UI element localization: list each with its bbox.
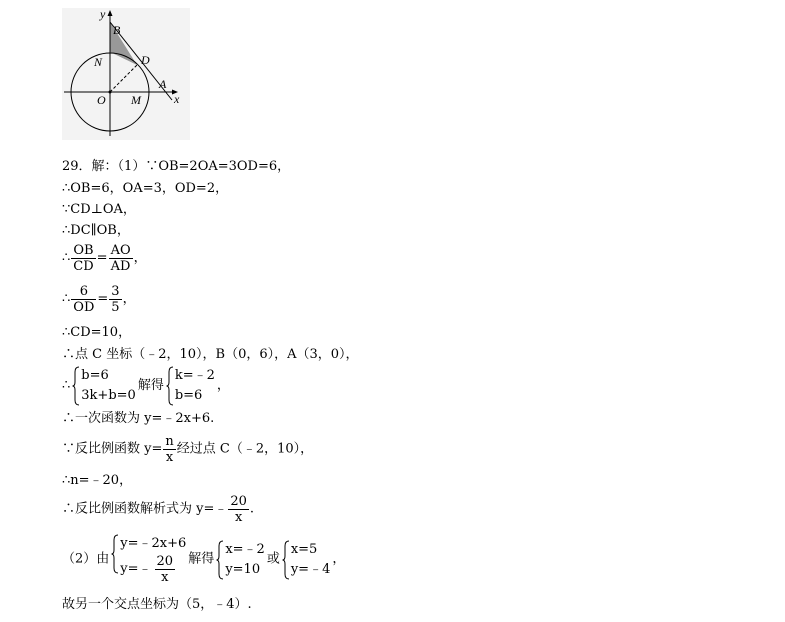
fraction-denominator: x: [234, 510, 243, 525]
line13-text-b: .: [249, 501, 255, 517]
solution-system-2a: [216, 540, 265, 580]
label-n: N: [94, 55, 103, 69]
fraction-numerator: n: [165, 434, 174, 449]
fraction-ao-ad: [109, 243, 133, 274]
line11-text-b: 经过点 C（﹣2，10），: [176, 441, 314, 457]
equation-row: b=6: [81, 368, 109, 383]
solution-system-2b: [282, 540, 331, 580]
label-m: M: [131, 93, 141, 107]
fraction-numerator: AO: [110, 243, 131, 258]
fraction-numerator: OB: [71, 243, 95, 259]
point-o: [109, 91, 112, 94]
figure-background: [62, 8, 190, 140]
fraction-n-x: [163, 434, 175, 465]
fraction-3-5: [109, 284, 121, 315]
solution-row: y=﹣4: [290, 561, 331, 577]
solution-line-13: [62, 494, 254, 525]
solution-row: x=﹣2: [225, 541, 265, 557]
fraction-numerator: 20: [156, 554, 174, 569]
solution-line-2: ∴OB=6，OA=3，OD=2，: [62, 181, 229, 196]
fraction-denominator: OD: [73, 300, 95, 315]
equation-system-1: [72, 366, 136, 406]
equation-system-2: [111, 534, 186, 585]
left-brace: [282, 540, 290, 580]
label-y: y: [100, 8, 106, 21]
fraction-numerator: 3: [111, 284, 120, 299]
solution-line-9: [62, 366, 230, 406]
solution-row: b=6: [174, 388, 203, 403]
line6-prefix: ∴: [62, 291, 71, 307]
solve-word: 解得: [188, 551, 215, 567]
line9-suffix: ，: [216, 378, 230, 393]
equation-row: y=﹣2x+6: [120, 536, 187, 551]
equation-text: y=﹣: [120, 561, 152, 577]
solution-row: k=﹣2: [174, 368, 215, 383]
solution-line-3: ∵CD⊥OA，: [62, 202, 136, 217]
solution-line-7: ∴CD=10，: [62, 325, 132, 340]
equation-row: 3k+b=0: [81, 388, 136, 403]
line9-prefix: ∴: [62, 378, 71, 393]
fraction-numerator: 20: [230, 494, 247, 509]
solution-row: x=5: [290, 541, 318, 557]
equation-row: [120, 554, 186, 585]
label-a: A: [159, 77, 167, 91]
line6-suffix: ，: [122, 291, 136, 307]
solution-line-8: ∴点 C 坐标（﹣2，10），B（0，6），A（3，0），: [62, 347, 359, 362]
solution-line-5: [62, 243, 147, 274]
left-brace: [72, 366, 80, 406]
line14-suffix: ，: [332, 551, 346, 567]
label-b: B: [113, 23, 121, 37]
fraction-20-x: [228, 494, 249, 525]
fraction-denominator: AD: [110, 259, 131, 274]
or-word: 或: [266, 551, 280, 567]
equals-sign: =: [96, 250, 108, 266]
label-x: x: [174, 92, 180, 106]
solution-line-4: ∴DC∥OB，: [62, 223, 130, 238]
label-o: O: [97, 93, 106, 107]
line5-suffix: ，: [133, 250, 147, 266]
line14-prefix: （2）由: [62, 551, 110, 567]
fraction-numerator: 6: [71, 284, 96, 300]
solution-row: y=10: [225, 561, 261, 577]
geometry-figure: [62, 8, 190, 140]
fraction-ob-cd: [71, 243, 95, 274]
solution-line-6: [62, 284, 136, 315]
solution-line-12: ∴n=﹣20，: [62, 473, 133, 488]
fraction-6-od: [71, 284, 96, 315]
fraction-denominator: CD: [73, 259, 94, 274]
left-brace: [216, 540, 224, 580]
label-d: D: [141, 53, 150, 67]
equals-sign: =: [97, 291, 109, 307]
solution-line-14: [62, 534, 345, 585]
left-brace: [166, 366, 174, 406]
fraction-20-x: [155, 554, 176, 585]
solution-line-11: [62, 434, 313, 465]
line13-text-a: ∴反比例函数解析式为 y=﹣: [62, 501, 228, 517]
fraction-denominator: x: [165, 450, 174, 465]
fraction-denominator: 5: [111, 300, 120, 315]
solve-word: 解得: [137, 378, 164, 393]
left-brace: [111, 534, 119, 574]
solution-line-15: 故另一个交点坐标为（5，﹣4）.: [62, 597, 252, 612]
solution-line-10: ∴一次函数为 y=﹣2x+6.: [62, 411, 215, 426]
line11-text-a: ∵反比例函数 y=: [62, 441, 163, 457]
fraction-denominator: x: [161, 570, 169, 585]
solution-line-1: 29．解：（1）∵OB=2OA=3OD=6，: [62, 159, 291, 174]
solution-system-1: [166, 366, 215, 406]
line5-prefix: ∴: [62, 250, 71, 266]
